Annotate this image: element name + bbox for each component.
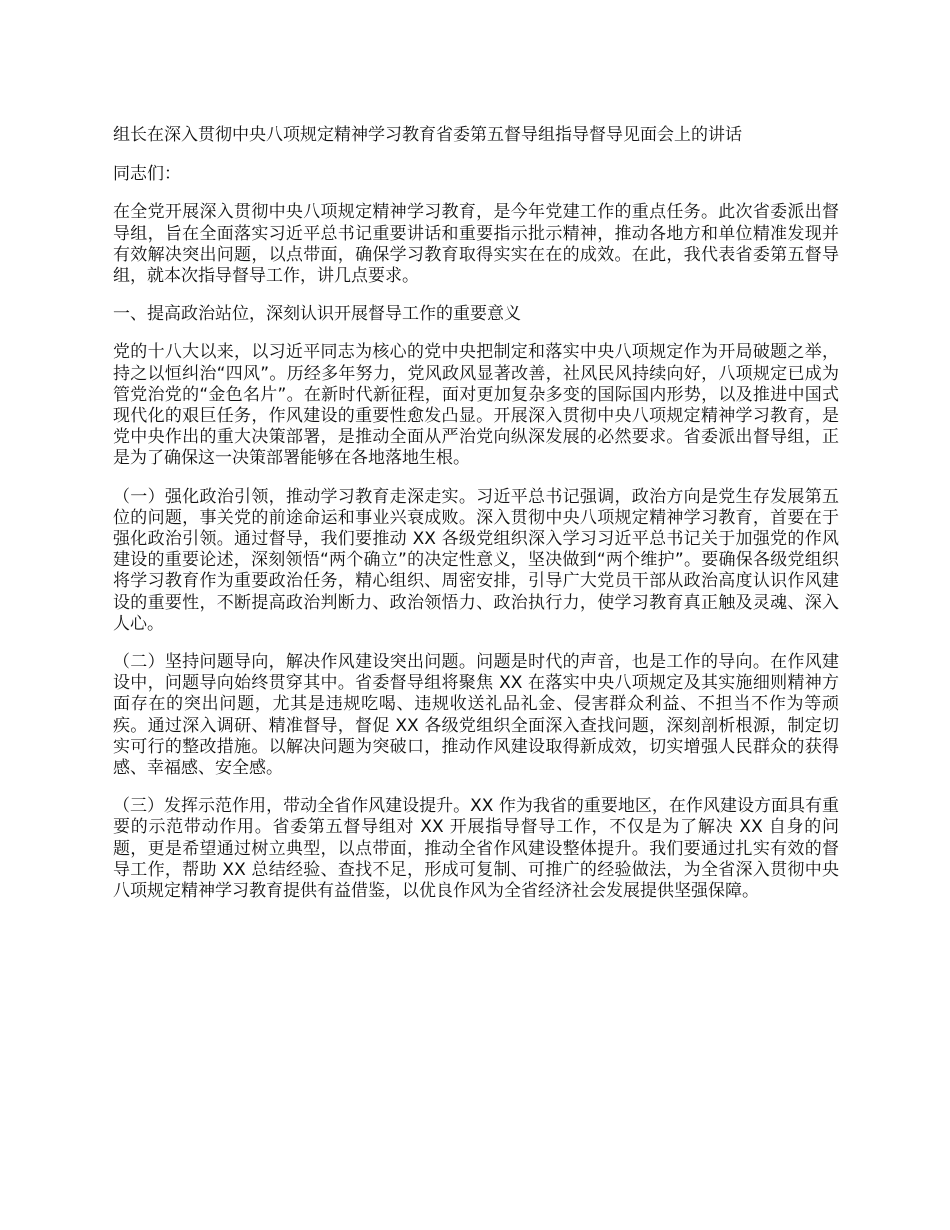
- salutation: 同志们：: [113, 164, 181, 185]
- section-heading-1: 一、提高政治站位，深刻认识开展督导工作的重要意义: [113, 304, 521, 325]
- paragraph-intro: 在全党开展深入贯彻中央八项规定精神学习教育，是今年党建工作的重点任务。此次省委派出督导组，旨在全面落实习近平总书记重要讲话和重要指示批示精神，推动各地方和单位精准发现并有效解决突出问题，以点带面，确保学习教育取得实实在在的成效。在此，我代表省委第五督导组，就本次指导督导工作，讲几点要求。: [113, 202, 839, 287]
- document-page: [113, 125, 839, 919]
- paragraph-background: 党的十八大以来，以习近平同志为核心的党中央把制定和落实中央八项规定作为开局破题之举，持之以恒纠治“四风”。历经多年努力，党风政风显著改善，社风民风持续向好，八项规定已成为管党治党的“金色名片”。在新时代新征程，面对更加复杂多变的国际国内形势，以及推进中国式现代化的艰巨任务，作风建设的重要性愈发凸显。开展深入贯彻中央八项规定精神学习教育，是党中央作出的重大决策部署，是推动全面从严治党向纵深发展的必然要求。省委派出督导组，正是为了确保这一决策部署能够在各地落地生根。: [113, 342, 839, 469]
- paragraph-point-3: （三）发挥示范作用，带动全省作风建设提升。XX 作为我省的重要地区，在作风建设方面具有重要的示范带动作用。省委第五督导组对 XX 开展指导督导工作，不仅是为了解决 XX 自身的问题，更是希望通过树立典型，以点带面，推动全省作风建设整体提升。我们要通过扎实有效的督导工作，帮助 XX 总结经验、查找不足，形成可复制、可推广的经验做法，为全省深入贯彻中央八项规定精神学习教育提供有益借鉴，以优良作风为全省经济社会发展提供坚强保障。: [113, 796, 839, 902]
- paragraph-point-1: （一）强化政治引领，推动学习教育走深走实。习近平总书记强调，政治方向是党生存发展第五位的问题，事关党的前途命运和事业兴衰成败。深入贯彻中央八项规定精神学习教育，首要在于强化政治引领。通过督导，我们要推动 XX 各级党组织深入学习习近平总书记关于加强党的作风建设的重要论述，深刻领悟“两个确立”的决定性意义，坚决做到“两个维护”。要确保各级党组织将学习教育作为重要政治任务，精心组织、周密安排，引导广大党员干部从政治高度认识作风建设的重要性，不断提高政治判断力、政治领悟力、政治执行力，使学习教育真正触及灵魂、深入人心。: [113, 486, 839, 634]
- paragraph-point-2: （二）坚持问题导向，解决作风建设突出问题。问题是时代的声音，也是工作的导向。在作风建设中，问题导向始终贯穿其中。省委督导组将聚焦 XX 在落实中央八项规定及其实施细则精神方面存在的突出问题，尤其是违规吃喝、违规收送礼品礼金、侵害群众利益、不担当不作为等顽疾。通过深入调研、精准督导，督促 XX 各级党组织全面深入查找问题，深刻剖析根源，制定切实可行的整改措施。以解决问题为突破口，推动作风建设取得新成效，切实增强人民群众的获得感、幸福感、安全感。: [113, 652, 839, 779]
- document-title: 组长在深入贯彻中央八项规定精神学习教育省委第五督导组指导督导见面会上的讲话: [113, 125, 742, 145]
